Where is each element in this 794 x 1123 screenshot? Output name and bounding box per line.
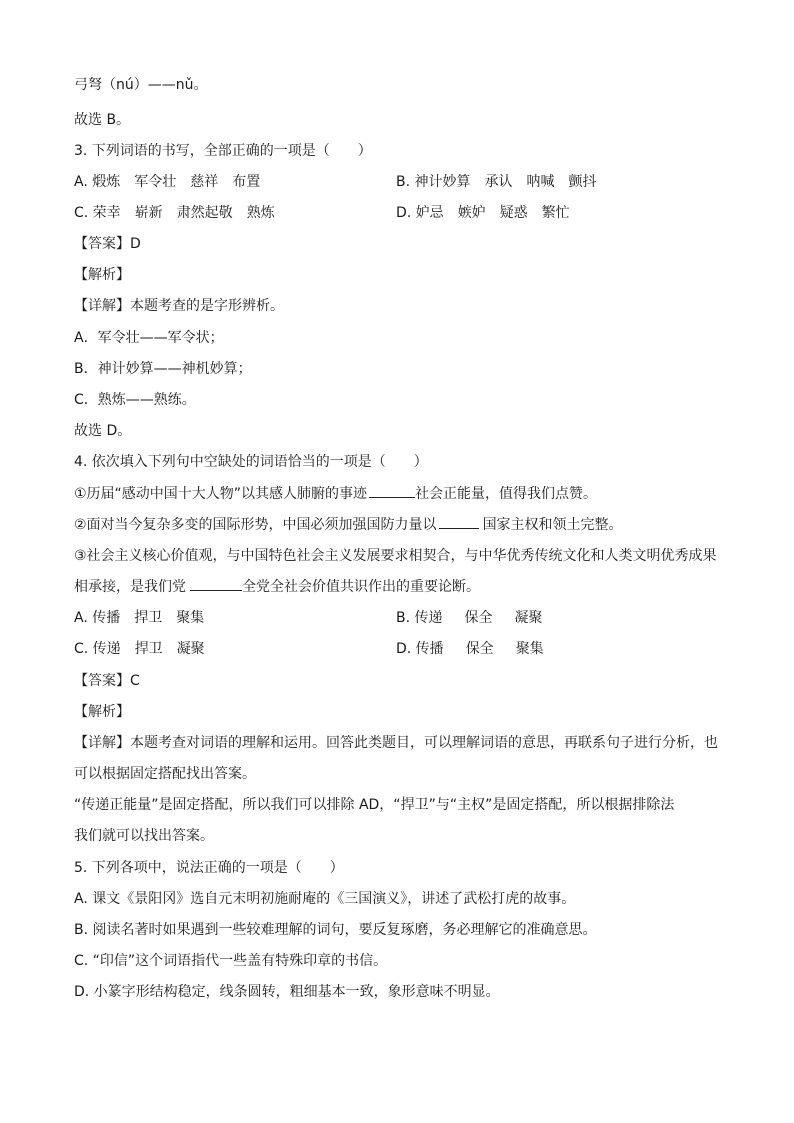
sentence-text: 社会正能量，值得我们点赞。 <box>415 486 598 502</box>
fill-blank <box>190 578 242 591</box>
detail-tag: 【详解】 <box>74 298 130 314</box>
option-word: 捍卫 <box>134 641 163 657</box>
q4-sentence-3-cont <box>74 578 480 596</box>
option-label: B. 神计妙算 <box>396 174 471 190</box>
question-4-stem: 4. 依次填入下列句中空缺处的词语恰当的一项是（ ） <box>74 454 428 470</box>
option-word: 慈祥 <box>190 174 219 190</box>
option-label: A. 传播 <box>74 610 121 626</box>
q4-detail <box>74 734 718 752</box>
q3-answer <box>74 235 141 253</box>
option-word: 呐喊 <box>526 174 555 190</box>
question-3-stem: 3. 下列词语的书写，全部正确的一项是（ ） <box>74 143 372 159</box>
option-word: 保全 <box>464 610 493 626</box>
sentence-text: ②面对当今复杂多变的国际形势，中国必须加强国防力量以 <box>74 517 437 533</box>
option-word: 军令壮 <box>134 174 177 190</box>
question-5-stem: 5. 下列各项中，说法正确的一项是（ ） <box>74 860 344 876</box>
text-line: B．神计妙算——神机妙算； <box>74 361 252 377</box>
q3-analysis-tag: 【解析】 <box>74 267 130 283</box>
option-word: 捍卫 <box>134 610 163 626</box>
fill-blank <box>439 516 479 529</box>
q5-option-d: D. 小篆字形结构稳定，线条圆转，粗细基本一致，象形意味不明显。 <box>74 984 500 1000</box>
option-word: 凝聚 <box>176 641 205 657</box>
option-word: 聚集 <box>176 610 205 626</box>
sentence-text: 相承接，是我们党 <box>74 579 186 595</box>
q3-detail <box>74 297 284 315</box>
q4-sentence-2 <box>74 516 623 534</box>
option-word: 崭新 <box>134 205 163 221</box>
text-line: C．熟炼——熟练。 <box>74 392 196 408</box>
option-label: B. 传递 <box>396 610 443 626</box>
option-word: 疑惑 <box>499 205 528 221</box>
option-word: 熟炼 <box>246 205 275 221</box>
q5-option-a: A. 课文《景阳冈》选自元末明初施耐庵的《三国演义》，讲述了武松打虎的故事。 <box>74 891 576 907</box>
option-label: C. 荣幸 <box>74 205 121 221</box>
answer-value: D <box>130 236 141 252</box>
sentence-text: 国家主权和领土完整。 <box>482 517 623 533</box>
q3-option-c <box>74 204 275 222</box>
text-line: “传递正能量”是固定搭配，所以我们可以排除 AD，“捍卫”与“主权”是固定搭配，所以根据排除法 <box>74 797 675 813</box>
q4-option-b <box>396 609 543 627</box>
text-line: 故选 B。 <box>74 112 131 128</box>
q3-option-a <box>74 173 260 191</box>
fill-blank <box>369 485 415 498</box>
option-word: 肃然起敬 <box>176 205 233 221</box>
detail-text: 本题考查对词语的理解和运用。回答此类题目，可以理解词语的意思，再联系句子进行分析，也 <box>130 735 718 751</box>
option-label: D. 传播 <box>396 641 444 657</box>
option-word: 保全 <box>465 641 494 657</box>
text-line: 弓弩（nú）——nǔ。 <box>74 77 208 93</box>
option-word: 承认 <box>484 174 513 190</box>
option-word: 颤抖 <box>568 174 597 190</box>
q4-sentence-3: ③社会主义核心价值观，与中国特色社会主义发展要求相契合，与中华优秀传统文化和人类文明优秀成果 <box>74 548 717 564</box>
option-word: 嫉妒 <box>457 205 486 221</box>
option-word: 繁忙 <box>541 205 570 221</box>
option-label: A. 煅炼 <box>74 174 121 190</box>
q3-option-d <box>396 204 570 222</box>
text-line: A．军令壮——军令状； <box>74 330 224 346</box>
option-label: D. 妒忌 <box>396 205 444 221</box>
q5-option-c: C. “印信”这个词语指代一些盖有特殊印章的书信。 <box>74 953 388 969</box>
q4-option-a <box>74 609 204 627</box>
detail-text: 本题考查的是字形辨析。 <box>130 298 284 314</box>
q4-option-c <box>74 640 205 658</box>
option-word: 凝聚 <box>514 610 543 626</box>
q4-answer <box>74 672 140 690</box>
text-line: 故选 D。 <box>74 423 132 439</box>
q4-analysis-tag: 【解析】 <box>74 704 130 720</box>
sentence-text: 全党全社会价值共识作出的重要论断。 <box>242 579 480 595</box>
q5-option-b: B. 阅读名著时如果遇到一些较难理解的词句，要反复琢磨，务必理解它的准确意思。 <box>74 922 597 938</box>
q3-option-b <box>396 173 597 191</box>
q4-option-d <box>396 640 544 658</box>
sentence-text: ①历届“感动中国十大人物”以其感人肺腑的事迹 <box>74 486 368 502</box>
text-line: 我们就可以找出答案。 <box>74 828 214 844</box>
answer-tag: 【答案】 <box>74 236 130 252</box>
option-label: C. 传递 <box>74 641 121 657</box>
option-word: 布置 <box>232 174 261 190</box>
answer-value: C <box>130 673 140 689</box>
answer-tag: 【答案】 <box>74 673 130 689</box>
text-line: 可以根据固定搭配找出答案。 <box>74 766 256 782</box>
detail-tag: 【详解】 <box>74 735 130 751</box>
q4-sentence-1 <box>74 485 597 503</box>
option-word: 聚集 <box>515 641 544 657</box>
